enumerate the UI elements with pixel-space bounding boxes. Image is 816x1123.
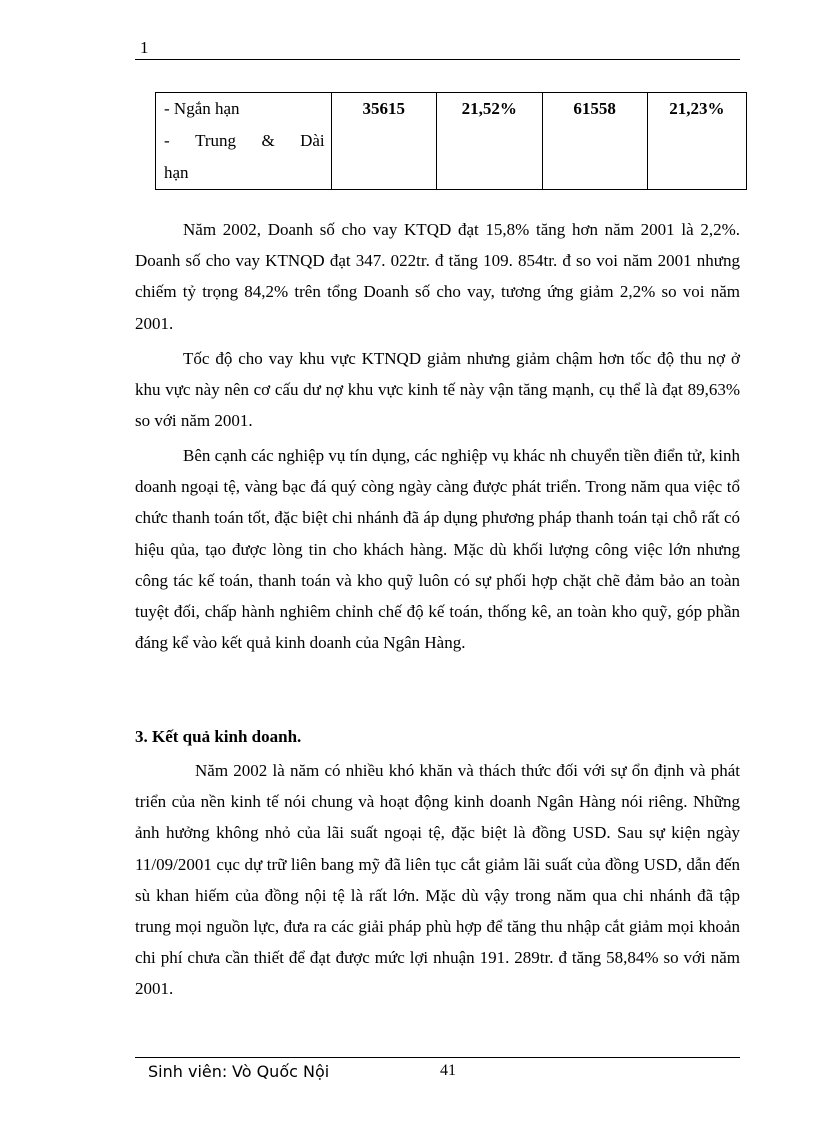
- row-label-long-term: - Trung & Dài: [164, 131, 325, 150]
- table-row: [156, 93, 747, 190]
- footer-page-number: 41: [440, 1062, 456, 1079]
- row-label-short-term: - Ngắn hạn: [164, 99, 240, 118]
- row-label-term: hạn: [164, 163, 189, 182]
- table-cell-value-3: 61558: [542, 93, 647, 190]
- header-page-number: 1: [140, 38, 149, 57]
- footer-student-name: Vò Quốc Nội: [232, 1062, 330, 1081]
- paragraph-loan-speed: Tốc độ cho vay khu vực KTNQD giảm nhưng giảm chậm hơn tốc độ thu nợ ở khu vực này nên cơ cấu dư nợ khu vực kinh tế này vận tăng mạnh, cụ thể là đạt 89,63% so với năm 2001.: [135, 349, 740, 431]
- section-heading: 3. Kết quả kinh doanh.: [135, 727, 302, 746]
- table-cell-value-1: 35615: [331, 93, 436, 190]
- header-rule: [135, 59, 740, 60]
- data-table: [155, 92, 747, 190]
- paragraph-loan-revenue: Năm 2002, Doanh số cho vay KTQD đạt 15,8% tăng hơn năm 2001 là 2,2%. Doanh số cho vay KTNQD đạt 347. 022tr. đ tăng 109. 854tr. đ so voi năm 2001 nhưng chiếm tỷ trọng 84,2% trên tổng Doanh số cho vay, tương ứng giảm 2,2% so voi năm 2001.: [135, 220, 740, 333]
- footer-student-label: Sinh viên:: [148, 1062, 228, 1081]
- table-cell-value-4: 21,23%: [647, 93, 746, 190]
- paragraph-business-results: Năm 2002 là năm có nhiều khó khăn và thách thức đối với sự ổn định và phát triển của nền kinh tế nói chung và hoạt động kinh doanh Ngân Hàng nói riêng. Những ảnh hưởng không nhỏ của lãi suất ngoại tệ, đặc biệt là đồng USD. Sau sự kiện ngày 11/09/2001 cục dự trữ liên bang mỹ đã liên tục cắt giảm lãi suất của đồng USD, dẫn đến sù khan hiếm của đồng nội tệ là rất lớn. Mặc dù vậy trong năm qua chi nhánh đã tập trung mọi nguồn lực, đưa ra các giải pháp phù hợp để tăng thu nhập cắt giảm mọi khoản chi phí chưa cần thiết để đạt được mức lợi nhuận 191. 289tr. đ tăng 58,84% so với năm 2001.: [135, 761, 740, 999]
- paragraph-other-services: Bên cạnh các nghiệp vụ tín dụng, các nghiệp vụ khác nh chuyển tiền điển tử, kinh doanh ngoại tệ, vàng bạc đá quý còng ngày càng được phát triển. Trong năm qua việc tổ chức thanh toán tốt, đặc biệt chi nhánh đã áp dụng phương pháp thanh toán tại chỗ rất có hiệu qủa, tạo được lòng tin cho khách hàng. Mặc dù khối lượng công việc lớn nhưng công tác kế toán, thanh toán và kho quỹ luôn có sự phối hợp chặt chẽ đảm bảo an toàn tuyệt đối, chấp hành nghiêm chỉnh chế độ kế toán, thống kê, an toàn kho quỹ, góp phần đáng kể vào kết quả kinh doanh của Ngân Hàng.: [135, 446, 740, 653]
- table-cell-value-2: 21,52%: [436, 93, 542, 190]
- row-label-cell: [156, 93, 332, 190]
- footer-rule: [135, 1057, 740, 1058]
